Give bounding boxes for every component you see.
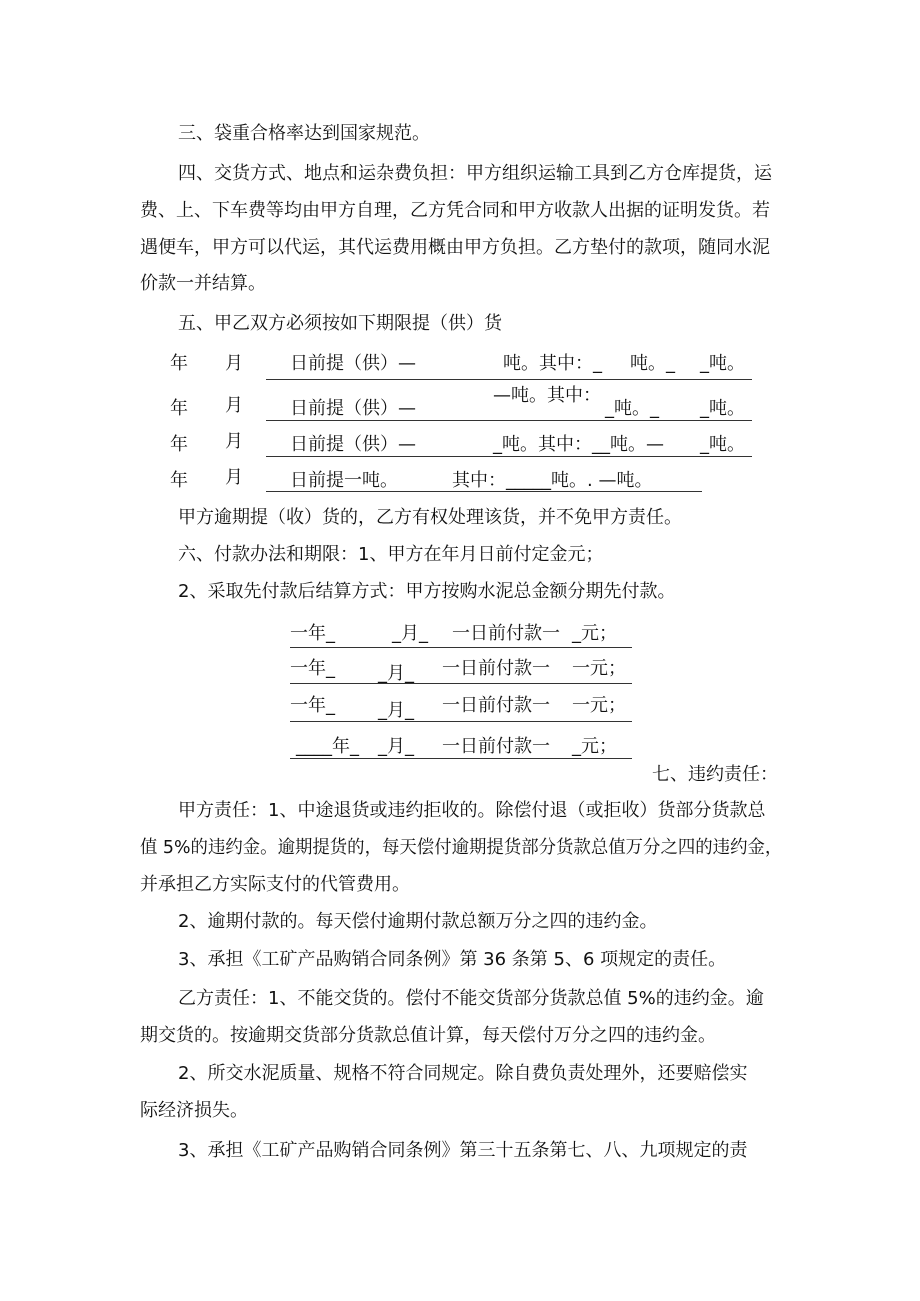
payment-row-3-amount: 一元；: [572, 695, 626, 716]
clause-6-line-1: 六、付款办法和期限：1、甲方在年月日前付定金元；: [178, 544, 604, 565]
party-b-item-2-line-2: 际经济损失。: [140, 1100, 248, 1121]
delivery-row-3-part-b: _吨。: [700, 434, 745, 455]
payment-row-1-year: 一年_: [290, 623, 335, 644]
delivery-row-2-total: —吨。其中：: [493, 385, 601, 406]
delivery-row-2-part-a: _吨。_: [605, 398, 659, 419]
delivery-row-3-underline: [266, 456, 752, 457]
delivery-row-1-underline: [266, 379, 752, 380]
payment-row-3-year: 一年_: [290, 695, 335, 716]
year-label: 年: [170, 434, 188, 455]
delivery-row-3-total: _吨。其中：__吨。—: [493, 434, 664, 455]
payment-row-3-date: 一日前付款一: [442, 695, 550, 716]
payment-row-1-month: _月_: [392, 623, 428, 644]
clause-3: 三、袋重合格率达到国家规范。: [178, 123, 430, 144]
payment-row-1-underline: [290, 647, 632, 648]
payment-row-4-date: 一日前付款一: [442, 736, 550, 757]
delivery-row-3-date: 日前提（供）—: [290, 434, 416, 455]
clause-6-line-2: 2、采取先付款后结算方式：甲方按购水泥总金额分期先付款。: [178, 581, 676, 602]
clause-4-line-1: 四、交货方式、地点和运杂费负担：甲方组织运输工具到乙方仓库提货，运: [178, 163, 772, 184]
payment-row-3-underline: [290, 721, 632, 722]
payment-row-2-underline: [290, 683, 632, 684]
clause-5: 五、甲乙双方必须按如下期限提（供）货: [178, 313, 502, 334]
payment-row-2-date: 一日前付款一: [442, 658, 550, 679]
party-b-item-2-line-1: 2、所交水泥质量、规格不符合同规定。除自费负责处理外，还要赔偿实: [178, 1063, 748, 1084]
payment-row-1-date: 一日前付款一: [452, 623, 560, 644]
year-label: 年: [170, 398, 188, 419]
clause-7-heading: 七、违约责任：: [652, 764, 778, 785]
payment-row-4-month: _月_: [378, 736, 414, 757]
year-label: 年: [170, 353, 188, 374]
party-a-line-2: 值 5%的违约金。逾期提货的，每天偿付逾期提货部分货款总值万分之四的违约金，: [140, 837, 783, 858]
delivery-row-2-part-b: _吨。: [700, 398, 745, 419]
clause-4-line-2: 费、上、下车费等均由甲方自理，乙方凭合同和甲方收款人出据的证明发货。若: [140, 200, 770, 221]
party-b-line-2: 期交货的。按逾期交货部分货款总值计算，每天偿付万分之四的违约金。: [140, 1025, 716, 1046]
party-a-item-3: 3、承担《工矿产品购销合同条例》第 36 条第 5、6 项规定的责任。: [178, 949, 727, 970]
delivery-row-4-date: 日前提一吨。: [290, 470, 398, 491]
clause-4-line-4: 价款一并结算。: [140, 273, 266, 294]
payment-row-2-year: 一年_: [290, 658, 335, 679]
payment-row-4-underline: [290, 758, 632, 759]
delivery-row-1-date: 日前提（供）—: [290, 353, 416, 374]
party-a-line-3: 并承担乙方实际支付的代管费用。: [140, 874, 410, 895]
payment-row-2-amount: 一元；: [572, 658, 626, 679]
month-label: 月: [225, 353, 243, 374]
payment-row-3-month: _月_: [378, 700, 414, 721]
payment-row-4-amount: _元；: [572, 736, 617, 757]
payment-row-4-year: ____年_: [296, 736, 359, 757]
party-b-item-3: 3、承担《工矿产品购销合同条例》第三十五条第七、八、九项规定的责: [178, 1140, 748, 1161]
month-label: 月: [225, 467, 243, 488]
party-a-item-2: 2、逾期付款的。每天偿付逾期付款总额万分之四的违约金。: [178, 911, 658, 932]
payment-row-1-amount: _元；: [572, 623, 617, 644]
delivery-row-1-total: 吨。其中：_: [503, 353, 602, 374]
delivery-row-2-underline: [266, 420, 752, 421]
delivery-row-1-part-a: 吨。_: [630, 353, 675, 374]
overdue-pickup-clause: 甲方逾期提（收）货的，乙方有权处理该货，并不免甲方责任。: [178, 507, 682, 528]
party-b-line-1: 乙方责任：1、不能交货的。偿付不能交货部分货款总值 5%的违约金。逾: [178, 988, 764, 1009]
party-a-line-1: 甲方责任：1、中途退货或违约拒收的。除偿付退（或拒收）货部分货款总: [178, 800, 766, 821]
delivery-row-2-date: 日前提（供）—: [290, 398, 416, 419]
clause-4-line-3: 遇便车，甲方可以代运，其代运费用概由甲方负担。乙方垫付的款项，随同水泥: [140, 237, 770, 258]
delivery-row-1-part-b: _吨。: [700, 353, 745, 374]
month-label: 月: [225, 395, 243, 416]
delivery-row-4-underline: [266, 491, 702, 492]
delivery-row-4-detail: 其中：_____吨。. —吨。: [452, 470, 653, 491]
month-label: 月: [225, 431, 243, 452]
payment-row-2-month: _月_: [378, 663, 414, 684]
year-label: 年: [170, 470, 188, 491]
